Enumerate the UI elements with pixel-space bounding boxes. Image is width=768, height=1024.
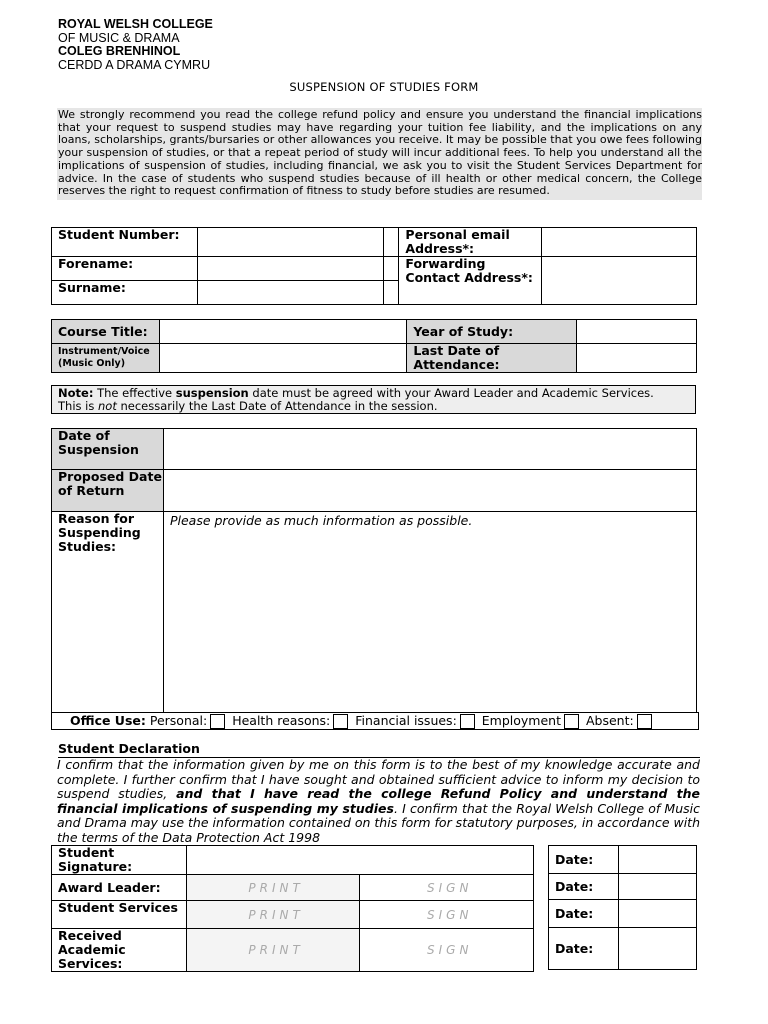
note-text: date must be agreed with your Award Leader and Academic Services. — [248, 386, 654, 400]
note-italic-word: not — [98, 398, 117, 413]
forename-label: Forename: — [52, 257, 198, 281]
declaration-text — [57, 758, 700, 846]
date-table — [548, 845, 697, 970]
financial-option-label: Financial issues: — [355, 713, 457, 728]
financial-checkbox[interactable] — [460, 714, 475, 729]
award-leader-sign-field[interactable]: SIGN — [360, 875, 534, 901]
last-date-label: Last Date of Attendance: — [407, 344, 577, 373]
logo-line-1: ROYAL WELSH COLLEGE — [58, 17, 213, 31]
date-label-2: Date: — [549, 874, 619, 900]
health-checkbox[interactable] — [333, 714, 348, 729]
intro-paragraph: We strongly recommend you read the college refund policy and ensure you understand the financial implications that your request to suspend studies may have regarding your tuition fee liability, and the implications on any loans, scholarships, grants/bursaries or other allowances you receive. It may be possible that you owe fees following your suspension of studies, or that a repeat period of study will incur additional fees. To help you understand all the implications of suspension of studies, including financial, we ask you to visit the Student Services Department for advice. In the case of students who suspend studies because of ill health or other medical concern, the College reserves the right to request confirmation of fitness to study before studies are resumed. — [57, 108, 702, 200]
personal-email-label: Personal email Address*: — [399, 228, 542, 257]
reason-label: Reason for Suspending Studies: — [52, 512, 164, 713]
declaration-text-part: . I confirm that the Royal Welsh College of Music and Drama may use the information contained on this form for statutory purposes, in accordance with the terms of the Data Protection Act 1998 — [57, 800, 701, 845]
reason-field[interactable]: Please provide as much information as possible. — [163, 512, 696, 713]
absent-option-label: Absent: — [585, 713, 634, 728]
year-of-study-field[interactable] — [577, 320, 697, 344]
surname-label: Surname: — [52, 281, 198, 305]
date-field-1[interactable] — [618, 846, 696, 874]
date-label-1: Date: — [549, 846, 619, 874]
declaration-bold-part: and that I have read the college Refund Policy and understand the financial implications of suspending my studies — [57, 786, 701, 816]
personal-details-table — [51, 227, 697, 305]
student-services-label: Student Services — [52, 901, 187, 929]
personal-option-label: Personal: — [149, 713, 208, 728]
award-leader-print-field[interactable]: PRINT — [186, 875, 360, 901]
received-academic-sign-field[interactable]: SIGN — [360, 929, 534, 972]
course-title-field[interactable] — [159, 320, 407, 344]
year-of-study-label: Year of Study: — [407, 320, 577, 344]
logo-line-3: COLEG BRENHINOL — [58, 44, 181, 58]
note-text: necessarily the Last Date of Attendance in the session. — [116, 398, 438, 413]
absent-checkbox[interactable] — [637, 714, 652, 729]
student-services-print-field[interactable]: PRINT — [186, 901, 360, 929]
office-use-label: Office Use: — [70, 713, 146, 728]
received-academic-print-field[interactable]: PRINT — [186, 929, 360, 972]
employment-checkbox[interactable] — [564, 714, 579, 729]
employment-option-label: Employment — [481, 713, 561, 728]
instrument-field[interactable] — [159, 344, 407, 373]
last-date-field[interactable] — [577, 344, 697, 373]
office-use-row — [51, 712, 699, 730]
proposed-return-field[interactable] — [163, 470, 696, 512]
date-field-3[interactable] — [618, 900, 696, 928]
form-title: SUSPENSION OF STUDIES FORM — [289, 80, 479, 94]
suspension-note — [51, 385, 696, 414]
date-label-4: Date: — [549, 928, 619, 970]
forename-field[interactable] — [197, 257, 384, 281]
date-of-suspension-label: Date of Suspension — [52, 429, 164, 470]
logo-line-2: OF MUSIC & DRAMA — [58, 30, 180, 45]
personal-email-field[interactable] — [542, 228, 697, 257]
student-number-field[interactable] — [197, 228, 384, 257]
college-logo — [58, 18, 213, 72]
suspension-details-table — [51, 428, 697, 713]
health-option-label: Health reasons: — [232, 713, 331, 728]
spacer-cell — [384, 281, 399, 305]
declaration-heading: Student Declaration — [58, 741, 200, 756]
course-table — [51, 319, 697, 373]
personal-checkbox[interactable] — [210, 714, 225, 729]
date-of-suspension-field[interactable] — [163, 429, 696, 470]
note-label: Note: — [58, 386, 94, 400]
logo-line-4: CERDD A DRAMA CYMRU — [58, 57, 211, 72]
student-number-label: Student Number: — [52, 228, 198, 257]
declaration-text-part: I confirm that the information given by me on this form is to the best of my knowledge accurate and complete. I further confirm that I have sought and obtained sufficient advice to inform my decision to suspend studies, — [57, 757, 700, 802]
note-text: The effective — [93, 386, 176, 400]
note-bold-word: suspension — [175, 386, 249, 400]
instrument-label: Instrument/Voice (Music Only) — [52, 344, 160, 373]
surname-field[interactable] — [197, 281, 384, 305]
received-academic-label: Received Academic Services: — [52, 929, 187, 972]
forwarding-address-field[interactable] — [542, 257, 697, 305]
student-signature-label: Student Signature: — [52, 846, 187, 875]
signature-table — [51, 845, 534, 972]
student-services-sign-field[interactable]: SIGN — [360, 901, 534, 929]
date-field-4[interactable] — [618, 928, 696, 970]
forwarding-address-label: Forwarding Contact Address*: — [399, 257, 542, 305]
spacer-cell — [384, 228, 399, 257]
course-title-label: Course Title: — [52, 320, 160, 344]
student-signature-field[interactable] — [186, 846, 533, 875]
date-label-3: Date: — [549, 900, 619, 928]
date-field-2[interactable] — [618, 874, 696, 900]
award-leader-label: Award Leader: — [52, 875, 187, 901]
note-text: This is — [58, 398, 98, 413]
spacer-cell — [384, 257, 399, 281]
proposed-return-label: Proposed Date of Return — [52, 470, 164, 512]
